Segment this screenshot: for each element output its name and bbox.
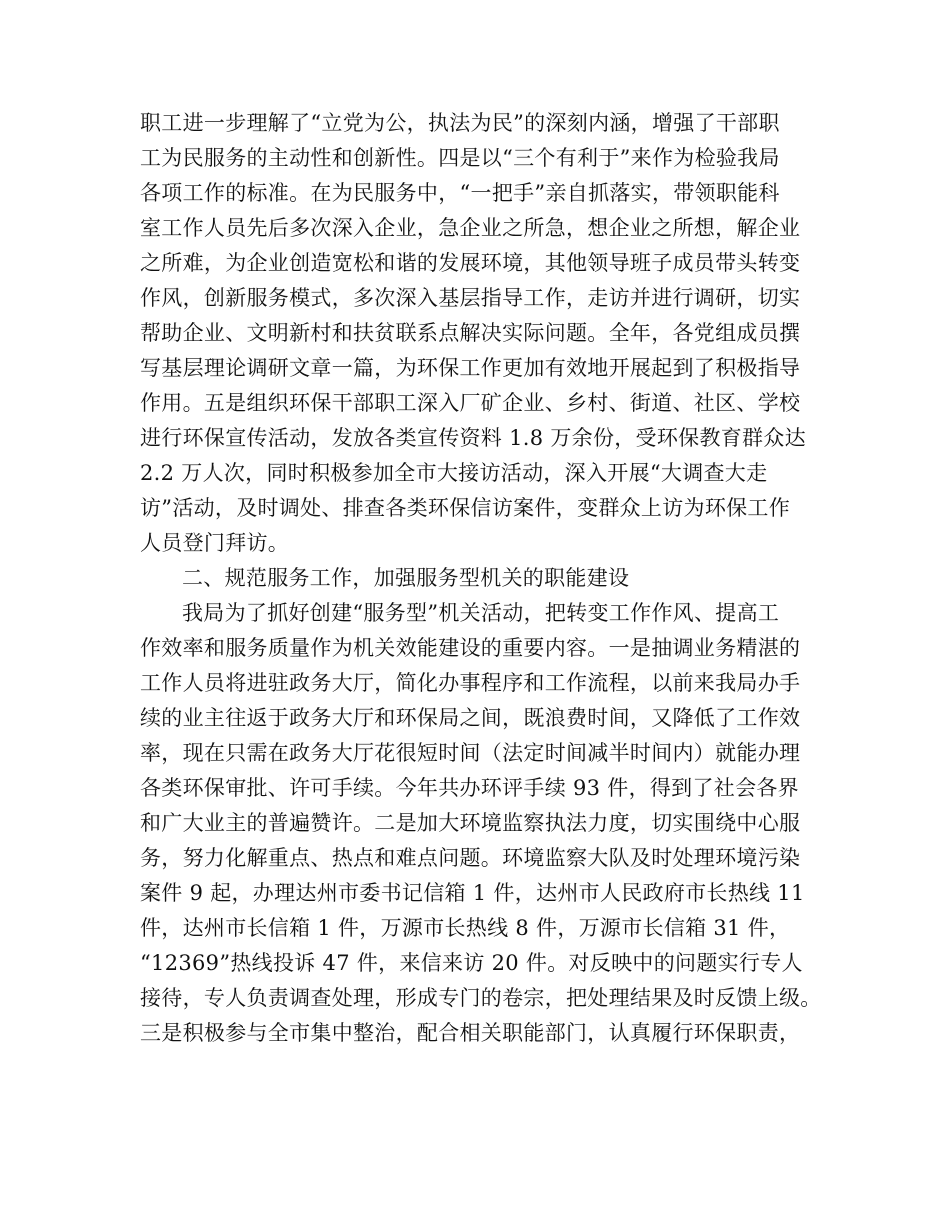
text-line: 写基层理论调研文章一篇，为环保工作更加有效地开展起到了积极指导 [140,356,801,380]
text-line: 室工作人员先后多次深入企业，急企业之所急，想企业之所想，解企业 [140,216,801,240]
text-line: 接待，专人负责调查处理，形成专门的卷宗，把处理结果及时反馈上级。 [140,986,822,1010]
text-line: 三是积极参与全市集中整治，配合相关职能部门，认真履行环保职责， [140,1021,801,1045]
body-text [140,106,840,1051]
text-line: 和广大业主的普遍赞许。二是加大环境监察执法力度，切实围绕中心服 [140,811,801,835]
text-line: 率，现在只需在政务大厅花很短时间（法定时间减半时间内）就能办理 [140,741,801,765]
text-line: 作风，创新服务模式，多次深入基层指导工作，走访并进行调研，切实 [140,286,801,310]
text-line: 帮助企业、文明新村和扶贫联系点解决实际问题。全年，各党组成员撰 [140,321,801,345]
text-line: 进行环保宣传活动，发放各类宣传资料 1.8 万余份，受环保教育群众达 [140,426,806,450]
text-line: 2.2 万人次，同时积极参加全市大接访活动，深入开展“大调查大走 [140,461,768,485]
text-line: 之所难，为企业创造宽松和谐的发展环境，其他领导班子成员带头转变 [140,251,801,275]
text-line: 工为民服务的主动性和创新性。四是以“三个有利于”来作为检验我局 [140,146,780,170]
text-line: 续的业主往返于政务大厅和环保局之间，既浪费时间，又降低了工作效 [140,706,801,730]
text-line: 职工进一步理解了“立党为公，执法为民”的深刻内涵，增强了干部职 [140,111,780,135]
text-line: 件，达州市长信箱 1 件，万源市长热线 8 件，万源市长信箱 31 件， [140,916,791,940]
text-line: 作效率和服务质量作为机关效能建设的重要内容。一是抽调业务精湛的 [140,636,801,660]
text-line: 各项工作的标准。在为民服务中，“一把手”亲自抓落实，带领职能科 [140,181,780,205]
text-line: 务，努力化解重点、热点和难点问题。环境监察大队及时处理环境污染 [140,846,801,870]
text-line: 各类环保审批、许可手续。今年共办环评手续 93 件，得到了社会各界 [140,776,799,800]
text-line: 访”活动，及时调处、排查各类环保信访案件，变群众上访为环保工作 [140,496,791,520]
text-line: 工作人员将进驻政务大厅，简化办事程序和工作流程，以前来我局办手 [140,671,801,695]
text-line: 人员登门拜访。 [140,531,290,555]
section-heading: 二、规范服务工作，加强服务型机关的职能建设 [182,566,630,590]
text-line: 作用。五是组织环保干部职工深入厂矿企业、乡村、街道、社区、学校 [140,391,801,415]
text-line: 案件 9 起，办理达州市委书记信箱 1 件，达州市人民政府市长热线 11 [140,881,805,905]
text-line: “12369”热线投诉 47 件，来信来访 20 件。对反映中的问题实行专人 [140,951,803,975]
paragraph-start-line: 我局为了抓好创建“服务型”机关活动，把转变工作作风、提高工 [182,601,780,625]
